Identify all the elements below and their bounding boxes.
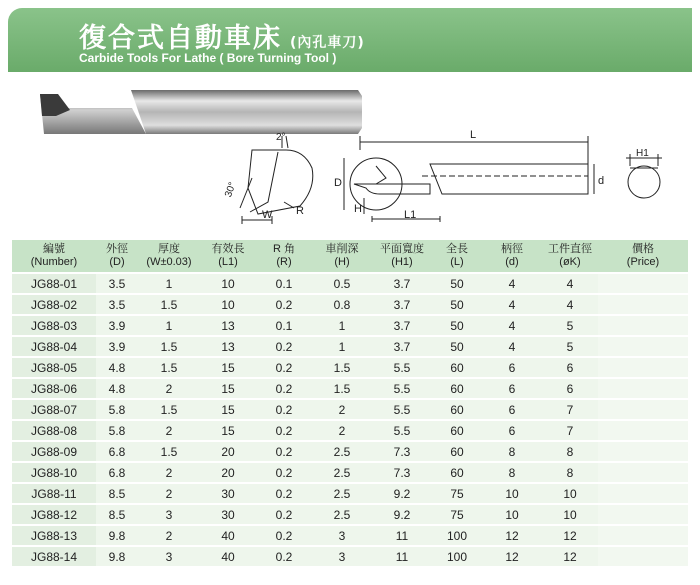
cell-flat-width: 5.5 [372,379,432,398]
main-label-d: D [334,177,342,189]
cell-shank-diameter: 6 [482,400,542,419]
cell-total-length: 50 [432,295,482,314]
cell-thickness: 1 [138,316,200,335]
table-row [12,295,688,314]
subtitle-zh: (內孔車刀) [290,35,365,51]
cell-cut-depth: 1.5 [312,358,372,377]
tip-label-angle-top: 2° [276,132,286,143]
table-row [12,442,688,461]
cell-outer-diameter: 6.8 [96,442,138,461]
cell-shank-diameter: 8 [482,442,542,461]
table-row [12,505,688,524]
cell-total-length: 60 [432,421,482,440]
cell-cut-depth: 3 [312,526,372,545]
cell-total-length: 60 [432,379,482,398]
tip-label-angle-side: 30° [223,180,239,199]
cell-cut-depth: 2.5 [312,505,372,524]
cell-r-corner: 0.1 [256,316,312,335]
cell-workpiece-diameter: 7 [542,400,598,419]
cell-effective-length: 40 [200,547,256,566]
cell-effective-length: 40 [200,526,256,545]
cell-flat-width: 11 [372,526,432,545]
cell-total-length: 100 [432,526,482,545]
cell-thickness: 1.5 [138,400,200,419]
cell-cut-depth: 2 [312,421,372,440]
cell-effective-length: 10 [200,274,256,293]
cell-effective-length: 15 [200,379,256,398]
cell-thickness: 1.5 [138,442,200,461]
cell-number: JG88-09 [12,442,96,461]
cell-flat-width: 3.7 [372,295,432,314]
cell-r-corner: 0.2 [256,400,312,419]
cell-shank-diameter: 6 [482,421,542,440]
cell-outer-diameter: 3.9 [96,316,138,335]
cell-flat-width: 3.7 [372,316,432,335]
cell-effective-length: 20 [200,442,256,461]
cell-effective-length: 15 [200,400,256,419]
cell-r-corner: 0.2 [256,547,312,566]
cell-total-length: 60 [432,400,482,419]
cell-effective-length: 20 [200,463,256,482]
table-header-row [12,240,688,272]
cell-effective-length: 30 [200,484,256,503]
cell-price [598,316,688,335]
cell-total-length: 60 [432,358,482,377]
cell-r-corner: 0.2 [256,358,312,377]
title-zh: 復合式自動車床 [79,23,282,54]
cell-outer-diameter: 5.8 [96,400,138,419]
cell-workpiece-diameter: 10 [542,484,598,503]
cell-total-length: 100 [432,547,482,566]
cell-thickness: 2 [138,421,200,440]
cell-workpiece-diameter: 8 [542,463,598,482]
cell-cut-depth: 2.5 [312,442,372,461]
cell-number: JG88-06 [12,379,96,398]
cell-cut-depth: 0.8 [312,295,372,314]
cell-shank-diameter: 4 [482,274,542,293]
main-label-l1: L1 [404,209,417,221]
cell-r-corner: 0.2 [256,442,312,461]
cell-shank-diameter: 6 [482,379,542,398]
cell-cut-depth: 2.5 [312,463,372,482]
cell-number: JG88-13 [12,526,96,545]
cell-flat-width: 5.5 [372,358,432,377]
cell-effective-length: 10 [200,295,256,314]
main-label-d-small: d [598,175,605,187]
cell-number: JG88-02 [12,295,96,314]
cell-workpiece-diameter: 5 [542,316,598,335]
table-row [12,316,688,335]
table-row [12,547,688,566]
cell-outer-diameter: 3.9 [96,337,138,356]
cell-flat-width: 5.5 [372,421,432,440]
cell-shank-diameter: 8 [482,463,542,482]
cell-shank-diameter: 6 [482,358,542,377]
cell-thickness: 1.5 [138,358,200,377]
cell-r-corner: 0.2 [256,379,312,398]
table-row [12,379,688,398]
cell-shank-diameter: 12 [482,547,542,566]
tip-label-r: R [296,205,304,217]
cell-flat-width: 7.3 [372,463,432,482]
table-row [12,358,688,377]
cell-price [598,295,688,314]
cell-price [598,337,688,356]
main-label-l: L [470,129,477,141]
side-view-diagram [330,126,605,230]
cell-price [598,547,688,566]
page-title [79,16,365,55]
cell-r-corner: 0.2 [256,526,312,545]
cell-workpiece-diameter: 4 [542,295,598,314]
cell-cut-depth: 0.5 [312,274,372,293]
cell-number: JG88-07 [12,400,96,419]
cell-number: JG88-03 [12,316,96,335]
cell-outer-diameter: 4.8 [96,379,138,398]
cell-shank-diameter: 4 [482,316,542,335]
cell-cut-depth: 1 [312,316,372,335]
cell-thickness: 2 [138,484,200,503]
cell-total-length: 60 [432,463,482,482]
cell-workpiece-diameter: 6 [542,358,598,377]
cell-thickness: 2 [138,526,200,545]
cell-price [598,526,688,545]
cell-flat-width: 3.7 [372,337,432,356]
cell-price [598,484,688,503]
table-row [12,274,688,293]
cell-number: JG88-05 [12,358,96,377]
col-header-thickness: 厚度 (W±0.03) [138,240,200,272]
cell-r-corner: 0.2 [256,484,312,503]
col-header-total-length: 全長 (L) [432,240,482,272]
cell-outer-diameter: 6.8 [96,463,138,482]
col-header-r-corner: R 角 (R) [256,240,312,272]
cell-price [598,463,688,482]
title-en: Carbide Tools For Lathe ( Bore Turning Tool ) [79,51,337,65]
cell-thickness: 3 [138,547,200,566]
col-header-price: 價格 (Price) [598,240,688,272]
cell-effective-length: 15 [200,421,256,440]
cell-number: JG88-11 [12,484,96,503]
cell-price [598,442,688,461]
cell-outer-diameter: 3.5 [96,274,138,293]
cell-r-corner: 0.1 [256,274,312,293]
cell-thickness: 2 [138,379,200,398]
col-header-cut-depth: 車削深 (H) [312,240,372,272]
cell-cut-depth: 1 [312,337,372,356]
cell-workpiece-diameter: 12 [542,526,598,545]
cell-r-corner: 0.2 [256,505,312,524]
tip-detail-diagram [222,128,332,228]
cell-price [598,505,688,524]
cell-number: JG88-08 [12,421,96,440]
col-header-flat-width: 平面寬度 (H1) [372,240,432,272]
cell-outer-diameter: 9.8 [96,526,138,545]
cell-shank-diameter: 4 [482,295,542,314]
cell-total-length: 50 [432,316,482,335]
cell-price [598,274,688,293]
tip-label-w: W [262,209,273,221]
cell-flat-width: 3.7 [372,274,432,293]
cell-outer-diameter: 8.5 [96,505,138,524]
cell-workpiece-diameter: 4 [542,274,598,293]
cell-outer-diameter: 8.5 [96,484,138,503]
cell-r-corner: 0.2 [256,463,312,482]
cell-effective-length: 13 [200,316,256,335]
col-header-number: 編號 (Number) [12,240,96,272]
cell-thickness: 3 [138,505,200,524]
cell-workpiece-diameter: 6 [542,379,598,398]
col-header-shank-diameter: 柄徑 (d) [482,240,542,272]
cell-workpiece-diameter: 8 [542,442,598,461]
end-view-diagram [616,148,676,208]
cell-price [598,400,688,419]
cell-flat-width: 7.3 [372,442,432,461]
cell-total-length: 50 [432,274,482,293]
cell-shank-diameter: 10 [482,505,542,524]
cell-thickness: 1.5 [138,337,200,356]
cell-r-corner: 0.2 [256,337,312,356]
cell-price [598,421,688,440]
cell-outer-diameter: 5.8 [96,421,138,440]
cell-outer-diameter: 4.8 [96,358,138,377]
cell-effective-length: 30 [200,505,256,524]
cell-cut-depth: 3 [312,547,372,566]
cell-workpiece-diameter: 5 [542,337,598,356]
cell-outer-diameter: 3.5 [96,295,138,314]
cell-number: JG88-14 [12,547,96,566]
cell-workpiece-diameter: 10 [542,505,598,524]
cell-workpiece-diameter: 12 [542,547,598,566]
cell-shank-diameter: 12 [482,526,542,545]
cell-total-length: 75 [432,484,482,503]
cell-shank-diameter: 4 [482,337,542,356]
cell-thickness: 2 [138,463,200,482]
cell-price [598,358,688,377]
cell-price [598,379,688,398]
spec-table [12,238,688,568]
cell-shank-diameter: 10 [482,484,542,503]
table-body [12,274,688,566]
col-header-effective-length: 有效長 (L1) [200,240,256,272]
table-row [12,400,688,419]
cell-cut-depth: 1.5 [312,379,372,398]
cell-effective-length: 15 [200,358,256,377]
cell-cut-depth: 2.5 [312,484,372,503]
table-row [12,484,688,503]
cell-flat-width: 9.2 [372,505,432,524]
cell-total-length: 60 [432,442,482,461]
col-header-outer-diameter: 外徑 (D) [96,240,138,272]
table-row [12,421,688,440]
cell-number: JG88-01 [12,274,96,293]
cell-workpiece-diameter: 7 [542,421,598,440]
cell-outer-diameter: 9.8 [96,547,138,566]
cell-total-length: 50 [432,337,482,356]
col-header-workpiece-diameter: 工件直徑 (øK) [542,240,598,272]
cell-thickness: 1.5 [138,295,200,314]
cell-flat-width: 9.2 [372,484,432,503]
cell-r-corner: 0.2 [256,295,312,314]
cell-flat-width: 11 [372,547,432,566]
cell-total-length: 75 [432,505,482,524]
cell-number: JG88-04 [12,337,96,356]
main-label-h: H [354,203,362,215]
cell-effective-length: 13 [200,337,256,356]
cell-r-corner: 0.2 [256,421,312,440]
table-row [12,337,688,356]
table-row [12,526,688,545]
cell-number: JG88-10 [12,463,96,482]
cell-cut-depth: 2 [312,400,372,419]
cell-number: JG88-12 [12,505,96,524]
table-row [12,463,688,482]
cell-flat-width: 5.5 [372,400,432,419]
end-label-h1: H1 [636,148,649,159]
cell-thickness: 1 [138,274,200,293]
